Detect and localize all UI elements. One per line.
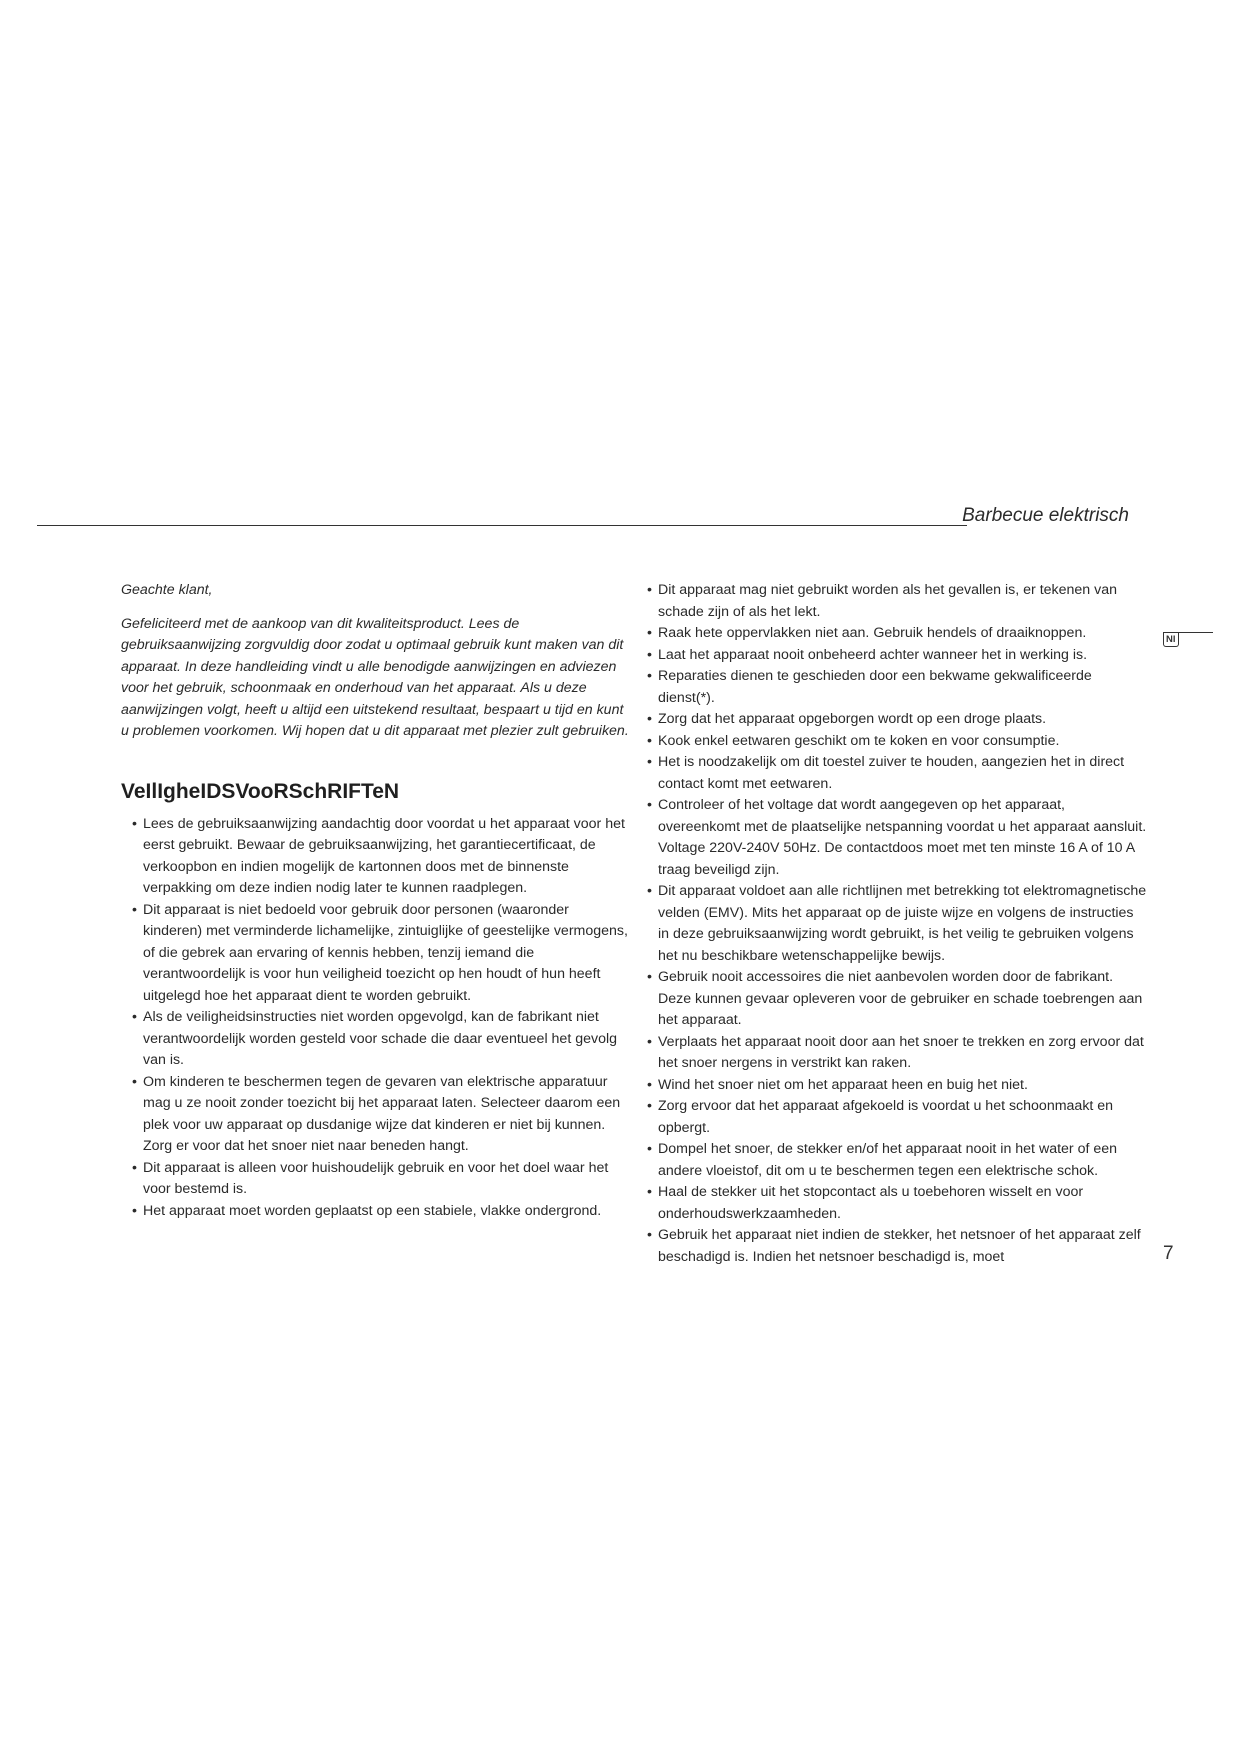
safety-item [121, 1072, 631, 1158]
safety-item-text: Zorg dat het apparaat opgeborgen wordt op een droge plaats. [658, 711, 1047, 727]
safety-item-text: Laat het apparaat nooit onbeheerd achter wanneer het in werking is. [658, 646, 1088, 663]
safety-item [121, 900, 631, 1008]
safety-item [636, 731, 1148, 753]
safety-item [636, 1182, 1148, 1225]
header-title: Barbecue elektrisch [962, 505, 1129, 526]
left-safety-list [121, 814, 631, 1223]
bullet-icon: • [647, 969, 652, 985]
safety-item-text: Verplaats het apparaat nooit door aan het snoer te trekken en zorg ervoor dat het snoer nergens in verstrikt kan raken. [658, 1033, 1144, 1071]
bullet-icon: • [647, 883, 652, 899]
left-column [121, 580, 631, 1222]
safety-item [636, 752, 1148, 795]
safety-item-text: Dompel het snoer, de stekker en/of het apparaat nooit in het water of een andere vloeistof, dit om u te beschermen tegen een elektrische schok. [658, 1141, 1118, 1179]
right-column [636, 580, 1148, 1268]
safety-item [636, 795, 1148, 881]
bullet-icon: • [132, 1159, 137, 1176]
safety-item-text: Reparaties dienen te geschieden door een bekwame gekwalificeerde dienst(*). [658, 668, 1092, 706]
bullet-icon: • [647, 668, 652, 684]
safety-item-text: Raak hete oppervlakken niet aan. Gebruik hendels of draaiknoppen. [658, 625, 1087, 641]
bullet-icon: • [647, 1141, 652, 1157]
safety-item [636, 1032, 1148, 1075]
safety-item [636, 666, 1148, 709]
bullet-icon: • [647, 797, 652, 813]
safety-item-text: Zorg ervoor dat het apparaat afgekoeld is voordat u het schoonmaakt en opbergt. [658, 1098, 1114, 1136]
bullet-icon: • [647, 754, 652, 770]
safety-item [121, 814, 631, 900]
safety-item-text: Kook enkel eetwaren geschikt om te koken en voor consumptie. [658, 732, 1060, 749]
safety-item-text: Gebruik het apparaat niet indien de stekker, het netsnoer of het apparaat zelf beschadigd is. Indien het netsnoer beschadigd is, moet [658, 1227, 1141, 1265]
safety-item-text: Wind het snoer niet om het apparaat heen en buig het niet. [658, 1076, 1028, 1093]
bullet-icon: • [647, 1076, 652, 1093]
bullet-icon: • [647, 732, 652, 749]
safety-item-text: Het is noodzakelijk om dit toestel zuiver te houden, aangezien het in direct contact komt met eetwaren. [658, 754, 1125, 792]
bullet-icon: • [647, 646, 652, 663]
safety-item-text: Dit apparaat is niet bedoeld voor gebruik door personen (waaronder kinderen) met verminderde lichamelijke, zintuiglijke of geestelijke vermogens, of die gebrek aan ervaring of kennis hebben, tenzij iemand die verantwoordelijk is voor hun veiligheid toezicht op hen houdt of hun heeft uitgelegd hoe het apparaat dient te worden gebruikt. [143, 901, 628, 1004]
safety-item-text: Het apparaat moet worden geplaatst op een stabiele, vlakke ondergrond. [143, 1202, 602, 1219]
safety-item [121, 1201, 631, 1223]
safety-item [636, 967, 1148, 1032]
safety-item [636, 645, 1148, 667]
page-number: 7 [1163, 1243, 1174, 1264]
greeting: Geachte klant, [121, 582, 213, 598]
safety-item [636, 1075, 1148, 1097]
bullet-icon: • [132, 1009, 137, 1025]
safety-item-text: Als de veiligheidsinstructies niet worden opgevolgd, kan de fabrikant niet verantwoordelijk worden gesteld voor schade die daar eventueel het gevolg van is. [143, 1009, 618, 1068]
right-safety-list [636, 580, 1148, 1268]
safety-item-text: Lees de gebruiksaanwijzing aandachtig door voordat u het apparaat voor het eerst gebruikt. Bewaar de gebruiksaanwijzing, het garantiecertificaat, de verkoopbon en indien mogelijk de kartonnen doos met de binnenste verpakking om deze indien nodig later te kunnen raadplegen. [143, 815, 625, 896]
safety-item [121, 1158, 631, 1201]
safety-item-text: Haal de stekker uit het stopcontact als u toebehoren wisselt en voor onderhoudswerkzaamheden. [658, 1184, 1084, 1222]
bullet-icon: • [647, 1184, 652, 1200]
bullet-icon: • [132, 815, 137, 832]
safety-item-text: Dit apparaat is alleen voor huishoudelijk gebruik en voor het doel waar het voor bestemd is. [143, 1159, 609, 1197]
safety-item-text: Gebruik nooit accessoires die niet aanbevolen worden door de fabrikant. Deze kunnen gevaar opleveren voor de gebruiker en schade toebrengen aan het apparaat. [658, 969, 1143, 1028]
safety-item [121, 1007, 631, 1072]
safety-item [636, 881, 1148, 967]
language-label: Nl [1163, 633, 1179, 647]
bullet-icon: • [132, 1202, 137, 1219]
header-rule [37, 525, 967, 526]
safety-item [636, 709, 1148, 731]
safety-item-text: Controleer of het voltage dat wordt aangegeven op het apparaat, overeenkomt met de plaatselijke netspanning voordat u het apparaat aansluit. Voltage 220V-240V 50Hz. De contactdoos moet met ten minste 16 A of 10 A traag beveiligd zijn. [658, 797, 1147, 878]
safety-item-text: Dit apparaat voldoet aan alle richtlijnen met betrekking tot elektromagnetische velden (EMV). Mits het apparaat op de juiste wijze en volgens de instructies in deze gebruiksaanwijzing wordt gebruikt, is het veilig te gebruiken volgens het nu beschikbare wetenschappelijke bewijs. [658, 883, 1147, 964]
safety-item [636, 1139, 1148, 1182]
language-tab [1163, 632, 1213, 649]
bullet-icon: • [647, 582, 652, 598]
safety-item-text: Dit apparaat mag niet gebruikt worden als het gevallen is, er tekenen van schade zijn of als het lekt. [658, 582, 1118, 620]
bullet-icon: • [647, 625, 652, 641]
bullet-icon: • [647, 711, 652, 727]
intro-paragraph: Gefeliciteerd met de aankoop van dit kwaliteitsproduct. Lees de gebruiksaanwijzing zorgvuldig door zodat u optimaal gebruik kunt maken van dit apparaat. In deze handleiding vindt u alle benodigde aanwijzingen en adviezen voor het gebruik, schoonmaak en onderhoud van het apparaat. Als u deze aanwijzingen volgt, heeft u altijd een uitstekend resultaat, bespaart u tijd en kunt u problemen voorkomen. Wij hopen dat u dit apparaat met plezier zult gebruiken. [121, 615, 629, 739]
safety-item [636, 580, 1148, 623]
bullet-icon: • [647, 1098, 652, 1114]
safety-item-text: Om kinderen te beschermen tegen de gevaren van elektrische apparatuur mag u ze nooit zonder toezicht bij het apparaat laten. Selecteer daarom een plek voor uw apparaat op dusdanige wijze dat kinderen er niet bij kunnen. Zorg er voor dat het snoer niet naar beneden hangt. [143, 1073, 621, 1154]
bullet-icon: • [132, 901, 137, 918]
bullet-icon: • [132, 1073, 137, 1090]
safety-item [636, 623, 1148, 645]
bullet-icon: • [647, 1033, 652, 1050]
safety-item [636, 1225, 1148, 1268]
safety-item [636, 1096, 1148, 1139]
section-title: VeIlIgheIDSVooRSchRIFTeN [121, 779, 400, 803]
bullet-icon: • [647, 1227, 652, 1243]
